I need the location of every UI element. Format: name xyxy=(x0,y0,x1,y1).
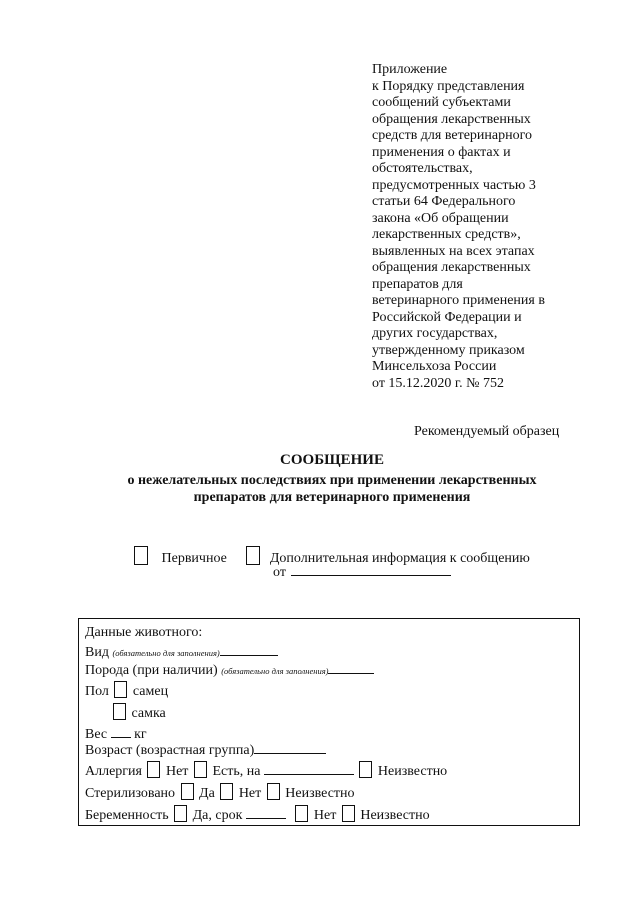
appendix-line: предусмотренных частью 3 xyxy=(372,177,536,193)
appendix-line: обращения лекарственных xyxy=(372,111,531,127)
sterilized-label: Стерилизовано xyxy=(85,786,176,801)
appendix-line: статьи 64 Федерального xyxy=(372,194,516,209)
allergy-unknown-checkbox[interactable] xyxy=(359,761,372,778)
allergy-label: Аллергия xyxy=(85,764,142,779)
appendix-block xyxy=(372,62,612,392)
animal-heading: Данные животного: xyxy=(85,625,203,640)
age-row xyxy=(85,741,326,759)
breed-label: Порода (при наличии) xyxy=(85,663,218,678)
allergy-row xyxy=(85,761,447,780)
weight-label: Вес xyxy=(85,727,108,742)
sex-row xyxy=(85,681,168,700)
sterilized-yes-label: Да xyxy=(199,786,215,801)
pregnancy-yes-checkbox[interactable] xyxy=(174,805,187,822)
weight-field[interactable] xyxy=(111,725,131,738)
appendix-line: сообщений субъектами xyxy=(372,95,511,110)
weight-unit: кг xyxy=(134,727,147,742)
appendix-line: обстоятельствах, xyxy=(372,161,473,176)
female-row xyxy=(111,703,166,722)
allergy-yes-label: Есть, на xyxy=(212,764,261,779)
appendix-line: препаратов для xyxy=(372,276,463,292)
pregnancy-no-checkbox[interactable] xyxy=(295,805,308,822)
species-row xyxy=(85,643,278,661)
appendix-line: лекарственных средств», xyxy=(372,227,521,242)
additional-info-checkbox[interactable] xyxy=(246,546,260,565)
recommended-sample-label: Рекомендуемый образец xyxy=(414,424,560,439)
from-label: от xyxy=(273,565,286,580)
appendix-line: других государствах, xyxy=(372,326,498,341)
sex-label: Пол xyxy=(85,684,109,699)
species-field[interactable] xyxy=(220,643,278,656)
allergy-yes-checkbox[interactable] xyxy=(194,761,207,778)
female-checkbox[interactable] xyxy=(113,703,126,720)
pregnancy-term-field[interactable] xyxy=(246,806,286,819)
sterilized-yes-checkbox[interactable] xyxy=(181,783,194,800)
pregnancy-row xyxy=(85,805,430,824)
required-note: (обязательно для заполнения) xyxy=(221,666,329,676)
appendix-line: Минсельхоза России xyxy=(372,359,497,374)
required-note: (обязательно для заполнения) xyxy=(112,648,220,658)
appendix-line: средств для ветеринарного xyxy=(372,128,533,143)
appendix-line: утвержденному приказом xyxy=(372,342,525,358)
appendix-line: обращения лекарственных xyxy=(372,260,531,275)
species-label: Вид xyxy=(85,645,109,660)
appendix-line: выявленных на всех этапах xyxy=(372,243,535,259)
allergy-field[interactable] xyxy=(264,762,354,775)
primary-label: Первичное xyxy=(161,551,227,566)
pregnancy-label: Беременность xyxy=(85,808,169,823)
document-subtitle xyxy=(0,472,640,506)
appendix-line: применения о фактах и xyxy=(372,144,511,160)
pregnancy-unknown-label: Неизвестно xyxy=(360,808,430,823)
sterilized-unknown-checkbox[interactable] xyxy=(267,783,280,800)
additional-info-label: Дополнительная информация к сообщению xyxy=(269,551,530,566)
subtitle-line-1: о нежелательных последствиях при применении лекарственных xyxy=(127,473,537,488)
appendix-line: Российской Федерации и xyxy=(372,309,522,325)
appendix-line: к Порядку представления xyxy=(372,78,525,94)
pregnancy-yes-label: Да, срок xyxy=(192,808,243,823)
appendix-line: ветеринарного применения в xyxy=(372,293,545,308)
from-date-field[interactable] xyxy=(291,563,451,576)
pregnancy-no-label: Нет xyxy=(313,808,337,823)
allergy-no-label: Нет xyxy=(165,764,189,779)
document-title: СООБЩЕНИЕ xyxy=(280,452,384,468)
sterilized-no-label: Нет xyxy=(238,786,262,801)
subtitle-line-2: препаратов для ветеринарного применения xyxy=(193,490,471,505)
allergy-no-checkbox[interactable] xyxy=(147,761,160,778)
male-checkbox[interactable] xyxy=(114,681,127,698)
allergy-unknown-label: Неизвестно xyxy=(377,764,448,779)
breed-field[interactable] xyxy=(328,661,374,674)
female-label: самка xyxy=(131,706,166,721)
from-date-row xyxy=(273,563,451,581)
animal-data-box xyxy=(78,618,580,826)
age-label: Возраст (возрастная группа) xyxy=(85,743,255,758)
male-label: самец xyxy=(132,684,169,699)
appendix-line: Приложение xyxy=(372,62,448,77)
breed-row xyxy=(85,661,374,679)
primary-checkbox[interactable] xyxy=(134,546,148,565)
pregnancy-unknown-checkbox[interactable] xyxy=(342,805,355,822)
sterilized-unknown-label: Неизвестно xyxy=(285,786,355,801)
sterilized-no-checkbox[interactable] xyxy=(220,783,233,800)
age-field[interactable] xyxy=(254,741,326,754)
appendix-line: закона «Об обращении xyxy=(372,210,509,226)
appendix-line: от 15.12.2020 г. № 752 xyxy=(372,375,504,391)
sterilized-row xyxy=(85,783,355,802)
